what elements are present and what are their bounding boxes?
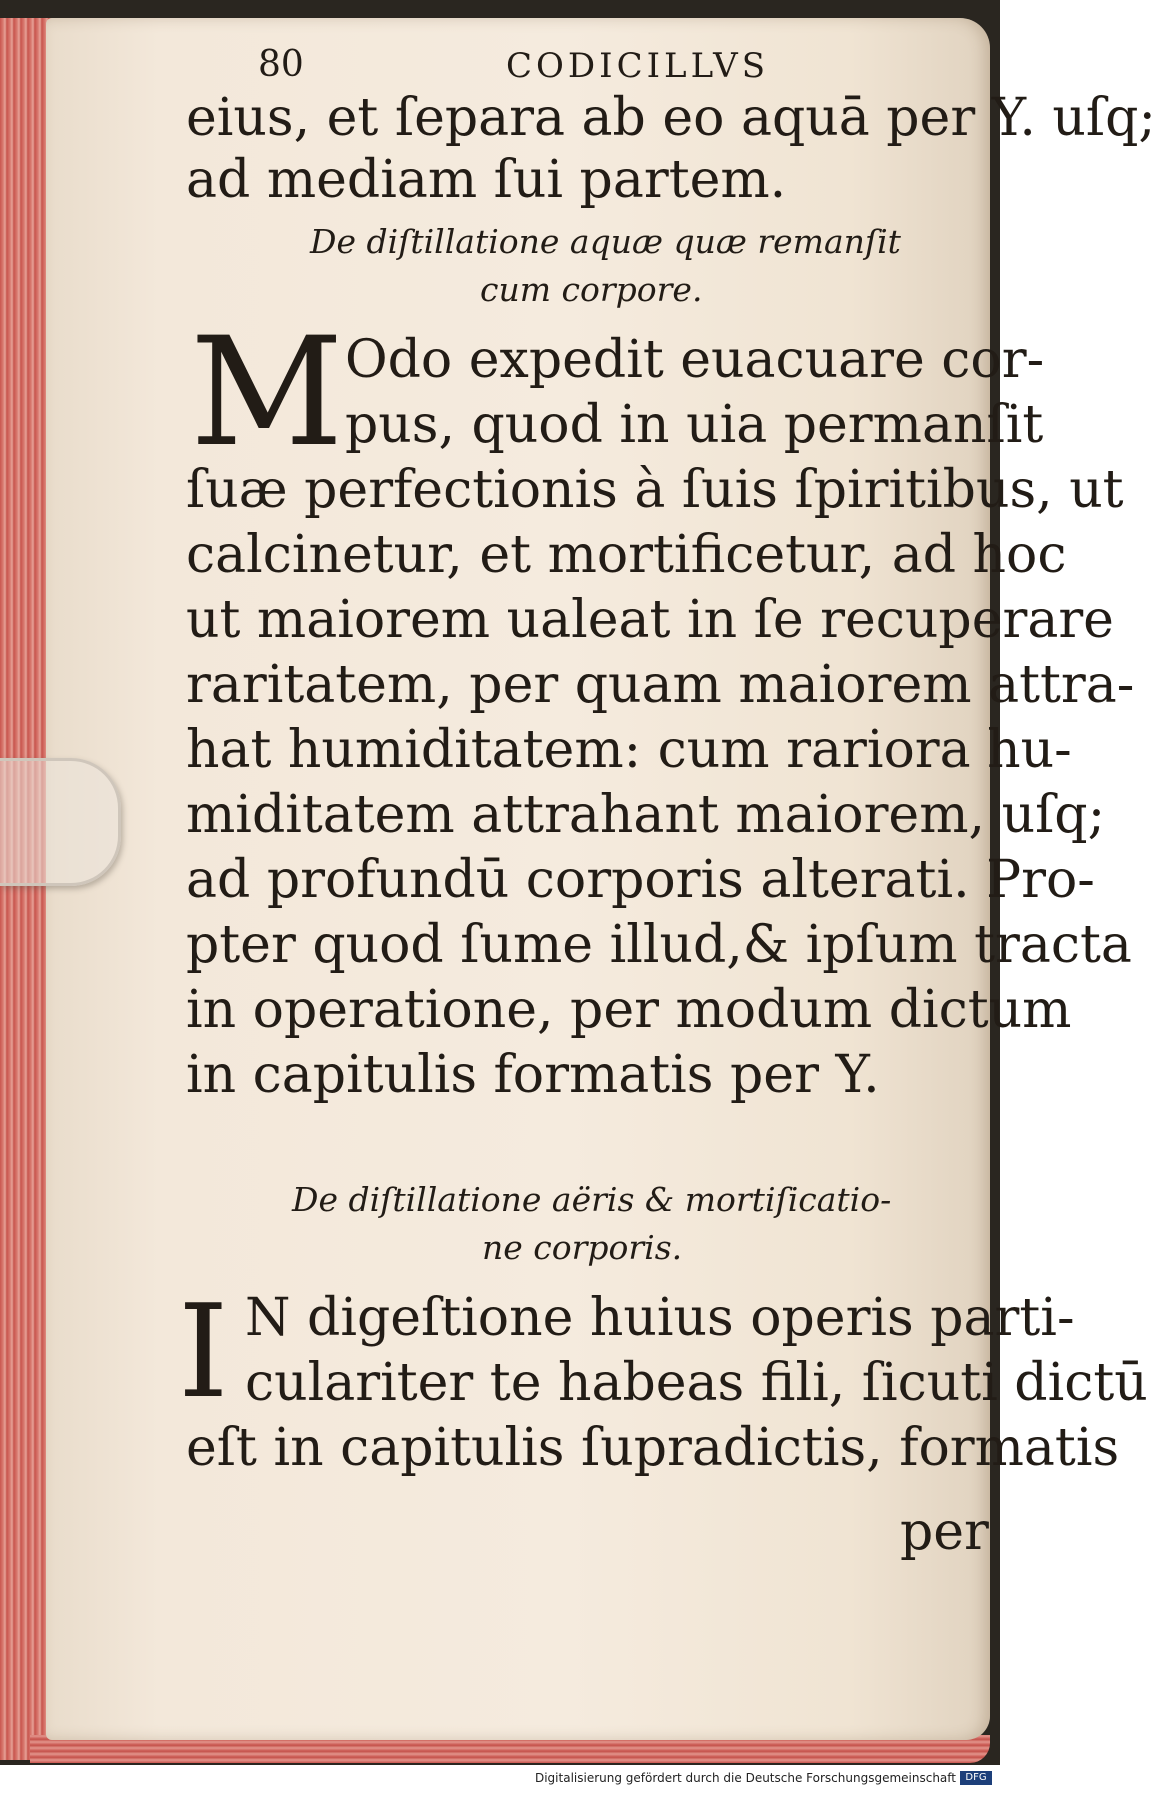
text-line: eſt in capitulis ſupradictis, formatis [186, 1418, 1120, 1478]
text-line: ad mediam ſui partem. [186, 150, 787, 210]
text-line: in capitulis formatis per Y. [186, 1045, 880, 1105]
text-line: calcinetur, et mortificetur, ad hoc [186, 525, 1067, 585]
funding-credit: Digitalisierung gefördert durch die Deutsche Forschungsgemeinschaft [534, 1771, 956, 1785]
text-line: Odo expedit euacuare cor- [345, 330, 1045, 390]
chapter-heading: ne corporis. [482, 1228, 683, 1267]
text-line: ut maiorem ualeat in ſe recuperare [186, 590, 1114, 650]
text-line: pus, quod in uia permanſit [345, 395, 1044, 455]
text-line: eius, et ſepara ab eo aquā per Y. uſq; [186, 88, 1156, 148]
page-clip [0, 758, 121, 886]
running-head: CODICILLVS [506, 46, 769, 86]
text-line: hat humiditatem: cum rariora hu- [186, 720, 1072, 780]
text-line: N digeſtione huius operis parti- [245, 1288, 1075, 1348]
text-line: ſuæ perfectionis à ſuis ſpiritibus, ut [186, 460, 1124, 520]
page-number: 80 [258, 44, 304, 85]
chapter-heading: De diſtillatione aquæ quæ remanſit [310, 222, 901, 261]
text-line: raritatem, per quam maiorem attra- [186, 655, 1135, 715]
text-line: pter quod ſume illud,& ipſum tracta [186, 915, 1132, 975]
text-line: culariter te habeas fili, ſicuti dictū [245, 1353, 1148, 1413]
catchword: per [900, 1502, 989, 1562]
chapter-heading: De diſtillatione aëris & mortiſicatio- [292, 1180, 892, 1219]
text-line: miditatem attrahant maiorem, uſq; [186, 785, 1106, 845]
text-line: in operatione, per modum dictum [186, 980, 1072, 1040]
dfg-logo: DFG [960, 1771, 992, 1785]
text-line: ad profundū corporis alterati. Pro- [186, 850, 1095, 910]
page-header [256, 44, 856, 94]
digitization-footer [0, 1765, 1000, 1793]
drop-cap: M [190, 306, 344, 480]
chapter-heading: cum corpore. [480, 270, 703, 309]
drop-cap: I [178, 1278, 229, 1427]
